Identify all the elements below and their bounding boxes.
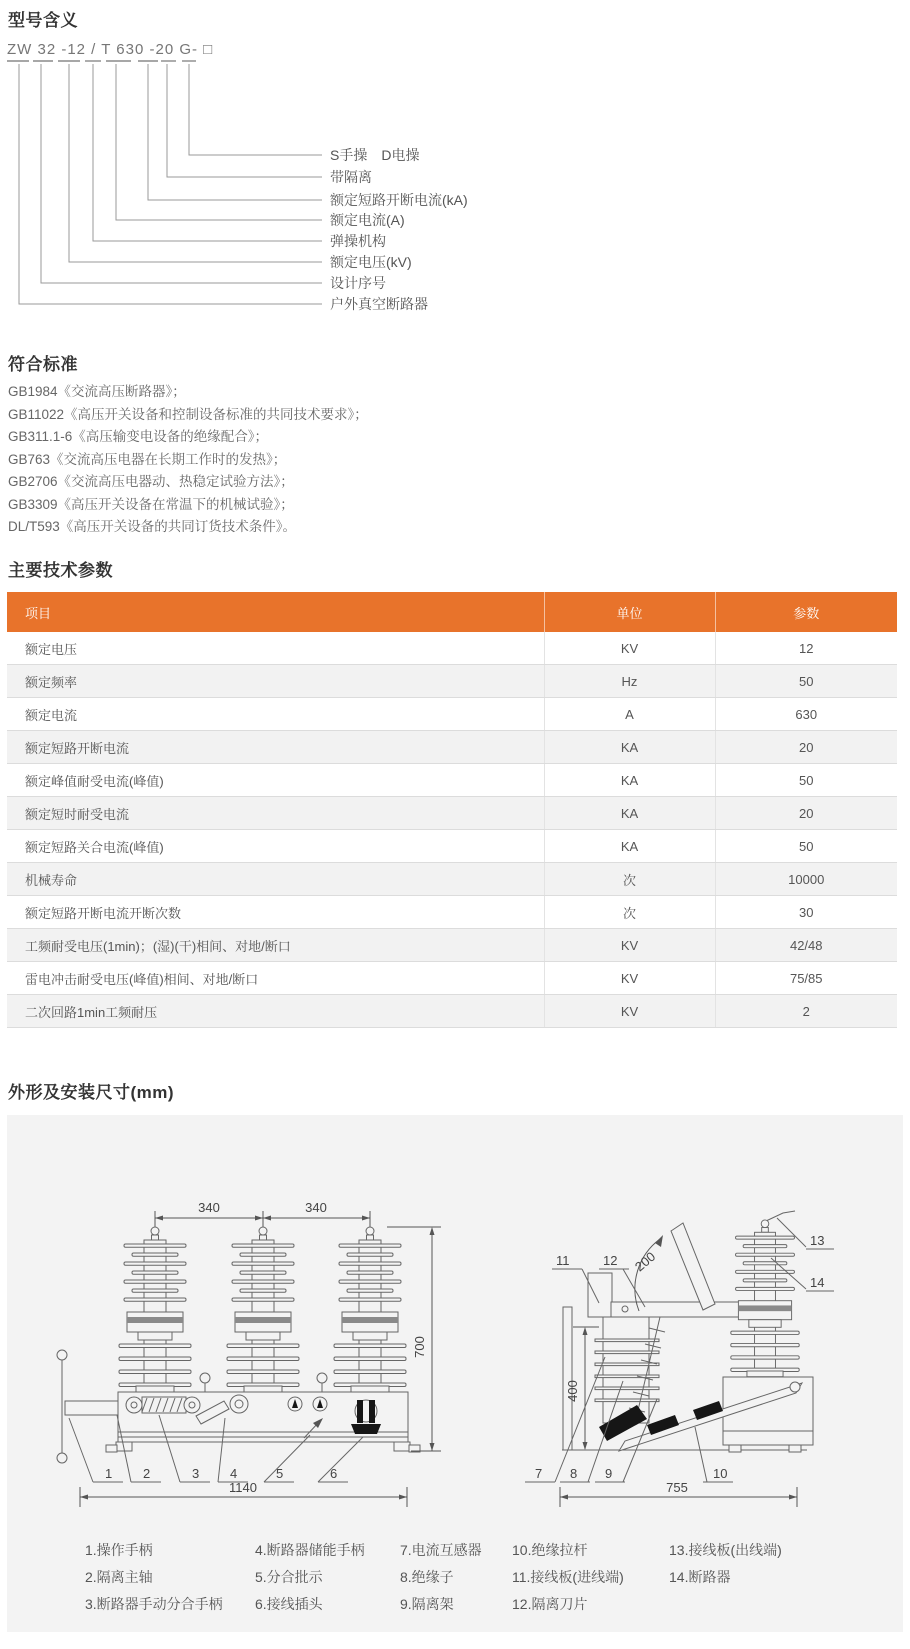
- standards-title: 符合标准: [8, 355, 78, 374]
- table-row: [7, 764, 897, 797]
- cell-unit: KV: [544, 632, 715, 665]
- cell-value: 30: [715, 896, 897, 929]
- cell-item: 额定短时耐受电流: [7, 797, 544, 830]
- callout-10: 10: [713, 1466, 728, 1481]
- table-row: [7, 962, 897, 995]
- pole-insulator-left: [119, 1227, 191, 1392]
- table-row: [7, 929, 897, 962]
- legend-item: 5.分合批示: [255, 1569, 323, 1585]
- table-row: [7, 830, 897, 863]
- cell-item: 额定电流: [7, 698, 544, 731]
- side-view: [525, 1211, 834, 1507]
- dim-front-width: [80, 1480, 407, 1507]
- callout-14: 14: [810, 1275, 825, 1290]
- dim-340-right: 340: [305, 1200, 327, 1215]
- table-row: [7, 797, 897, 830]
- legend-column-5: [669, 1541, 782, 1595]
- current-transformer: [595, 1317, 659, 1423]
- dim-200: 200: [631, 1248, 659, 1275]
- cell-unit: KA: [544, 797, 715, 830]
- header-value: 参数: [793, 605, 820, 621]
- cell-value: 630: [715, 698, 897, 731]
- model-label-spring-mechanism: 弹操机构: [330, 233, 386, 249]
- cell-value: 42/48: [715, 929, 897, 962]
- cell-value: 50: [715, 764, 897, 797]
- cell-unit: KA: [544, 731, 715, 764]
- cell-unit: KV: [544, 929, 715, 962]
- model-meaning-title: 型号含义: [8, 11, 78, 30]
- standard-item: GB2706《交流高压电器动、热稳定试验方法》；: [8, 474, 294, 489]
- standard-item: GB3309《高压开关设备在常温下的机械试验》；: [8, 496, 294, 512]
- callout-2: 2: [143, 1466, 151, 1481]
- legend-item: 10.绝缘拉杆: [512, 1542, 588, 1558]
- cell-unit: 次: [544, 896, 715, 929]
- parameters-title: 主要技术参数: [8, 561, 113, 580]
- dim-400: 400: [565, 1380, 580, 1402]
- callout-6: 6: [330, 1466, 338, 1481]
- disconnect-blade: [671, 1223, 715, 1310]
- cell-value: 10000: [715, 863, 897, 896]
- parameters-table: [7, 592, 897, 1028]
- legend-item: 13.接线板(出线端): [669, 1542, 782, 1558]
- model-label-rated-voltage: 额定电压(kV): [330, 254, 412, 270]
- dim-pole-pitch: [155, 1200, 370, 1229]
- standard-item: GB11022《高压开关设备和控制设备标准的共同技术要求》；: [8, 406, 368, 422]
- table-row: [7, 632, 897, 665]
- model-label-outdoor-breaker: 户外真空断路器: [330, 296, 428, 312]
- cell-unit: KA: [544, 830, 715, 863]
- cell-unit: KV: [544, 995, 715, 1028]
- table-row: [7, 995, 897, 1028]
- standard-item: GB1984《交流高压断路器》；: [8, 384, 186, 399]
- dimensions-title: 外形及安装尺寸(mm): [8, 1083, 175, 1102]
- standard-item: GB763《交流高压电器在长期工作时的发热》；: [8, 451, 287, 467]
- model-label-design-serial: 设计序号: [330, 275, 386, 291]
- front-view: [57, 1200, 441, 1507]
- callout-8: 8: [570, 1466, 578, 1481]
- legend-item: 9.隔离架: [400, 1596, 454, 1612]
- standard-item: GB311.1-6《高压输变电设备的绝缘配合》；: [8, 429, 269, 444]
- model-label-breaking-current: 额定短路开断电流(kA): [330, 192, 468, 208]
- model-code-text: ZW 32 -12 / T 630 -20 G- □: [7, 41, 214, 58]
- cell-value: 75/85: [715, 962, 897, 995]
- model-label-isolation: 带隔离: [330, 169, 372, 185]
- table-row: [7, 665, 897, 698]
- legend-column-3: [400, 1541, 482, 1622]
- legend-item: 7.电流互感器: [400, 1542, 482, 1558]
- callout-9: 9: [605, 1466, 613, 1481]
- legend-item: 2.隔离主轴: [85, 1569, 153, 1585]
- cell-value: 20: [715, 731, 897, 764]
- callout-4: 4: [230, 1466, 238, 1481]
- dimension-drawing-panel: [7, 1115, 903, 1632]
- dim-700: 700: [412, 1336, 427, 1358]
- pole-insulator-middle: [227, 1227, 299, 1392]
- legend-item: 1.操作手柄: [85, 1542, 153, 1558]
- callout-12: 12: [603, 1253, 618, 1268]
- dim-755: 755: [666, 1480, 688, 1495]
- legend-column-2: [255, 1541, 365, 1622]
- legend-item: 4.断路器储能手柄: [255, 1542, 365, 1558]
- callout-7: 7: [535, 1466, 543, 1481]
- header-item: 项目: [7, 592, 544, 632]
- table-row: [7, 863, 897, 896]
- standards-list: [8, 381, 368, 539]
- cell-item: 额定短路开断电流开断次数: [7, 896, 544, 929]
- cell-item: 额定电压: [7, 632, 544, 665]
- legend-item: 6.接线插头: [255, 1596, 323, 1612]
- callout-11: 11: [556, 1253, 570, 1268]
- legend-item: 11.接线板(进线端): [512, 1569, 624, 1585]
- cell-item: 雷电冲击耐受电压(峰值)相间、对地/断口: [7, 962, 544, 995]
- cell-unit: A: [544, 698, 715, 731]
- cell-item: 额定峰值耐受电流(峰值): [7, 764, 544, 797]
- legend-column-4: [512, 1541, 624, 1622]
- table-row: [7, 896, 897, 929]
- cell-item: 额定短路开断电流: [7, 731, 544, 764]
- callout-3: 3: [192, 1466, 200, 1481]
- table-row: [7, 698, 897, 731]
- cell-value: 50: [715, 830, 897, 863]
- cell-unit: KV: [544, 962, 715, 995]
- legend-item: 12.隔离刀片: [512, 1596, 588, 1612]
- cell-unit: 次: [544, 863, 715, 896]
- dim-340-left: 340: [198, 1200, 220, 1215]
- pole-insulator-right: [334, 1227, 406, 1392]
- table-header-row: [7, 592, 897, 632]
- legend-column-1: [85, 1541, 223, 1622]
- cell-value: 12: [715, 632, 897, 665]
- side-breaker-pole: [723, 1211, 813, 1452]
- dim-side-width: [560, 1480, 797, 1507]
- callout-5: 5: [276, 1466, 284, 1481]
- legend-item: 14.断路器: [669, 1569, 731, 1585]
- cell-unit: Hz: [544, 665, 715, 698]
- legend-item: 3.断路器手动分合手柄: [85, 1596, 223, 1612]
- legend-item: 8.绝缘子: [400, 1569, 454, 1585]
- cell-item: 二次回路1min工频耐压: [7, 995, 544, 1028]
- header-unit: 单位: [544, 592, 715, 632]
- model-label-operation: S手操 D电操: [330, 147, 420, 163]
- cell-value: 50: [715, 665, 897, 698]
- cell-item: 工频耐受电压(1min)；(湿)(干)相间、对地/断口: [7, 929, 544, 962]
- dim-1140: 1140: [229, 1480, 257, 1495]
- callout-1: 1: [105, 1466, 113, 1481]
- manual-close-spring: [126, 1397, 200, 1413]
- cell-item: 机械寿命: [7, 863, 544, 896]
- cell-value: 20: [715, 797, 897, 830]
- callout-13: 13: [810, 1233, 825, 1248]
- dim-blade-travel: [632, 1235, 663, 1311]
- model-meaning-diagram: [0, 30, 480, 320]
- cell-item: 额定频率: [7, 665, 544, 698]
- model-connector-lines: [19, 64, 322, 304]
- cell-value: 2: [715, 995, 897, 1028]
- cell-unit: KA: [544, 764, 715, 797]
- table-row: [7, 731, 897, 764]
- standard-item: DL/T593《高压开关设备的共同订货技术条件》。: [8, 519, 297, 534]
- model-label-rated-current: 额定电流(A): [330, 212, 405, 228]
- cell-item: 额定短路关合电流(峰值): [7, 830, 544, 863]
